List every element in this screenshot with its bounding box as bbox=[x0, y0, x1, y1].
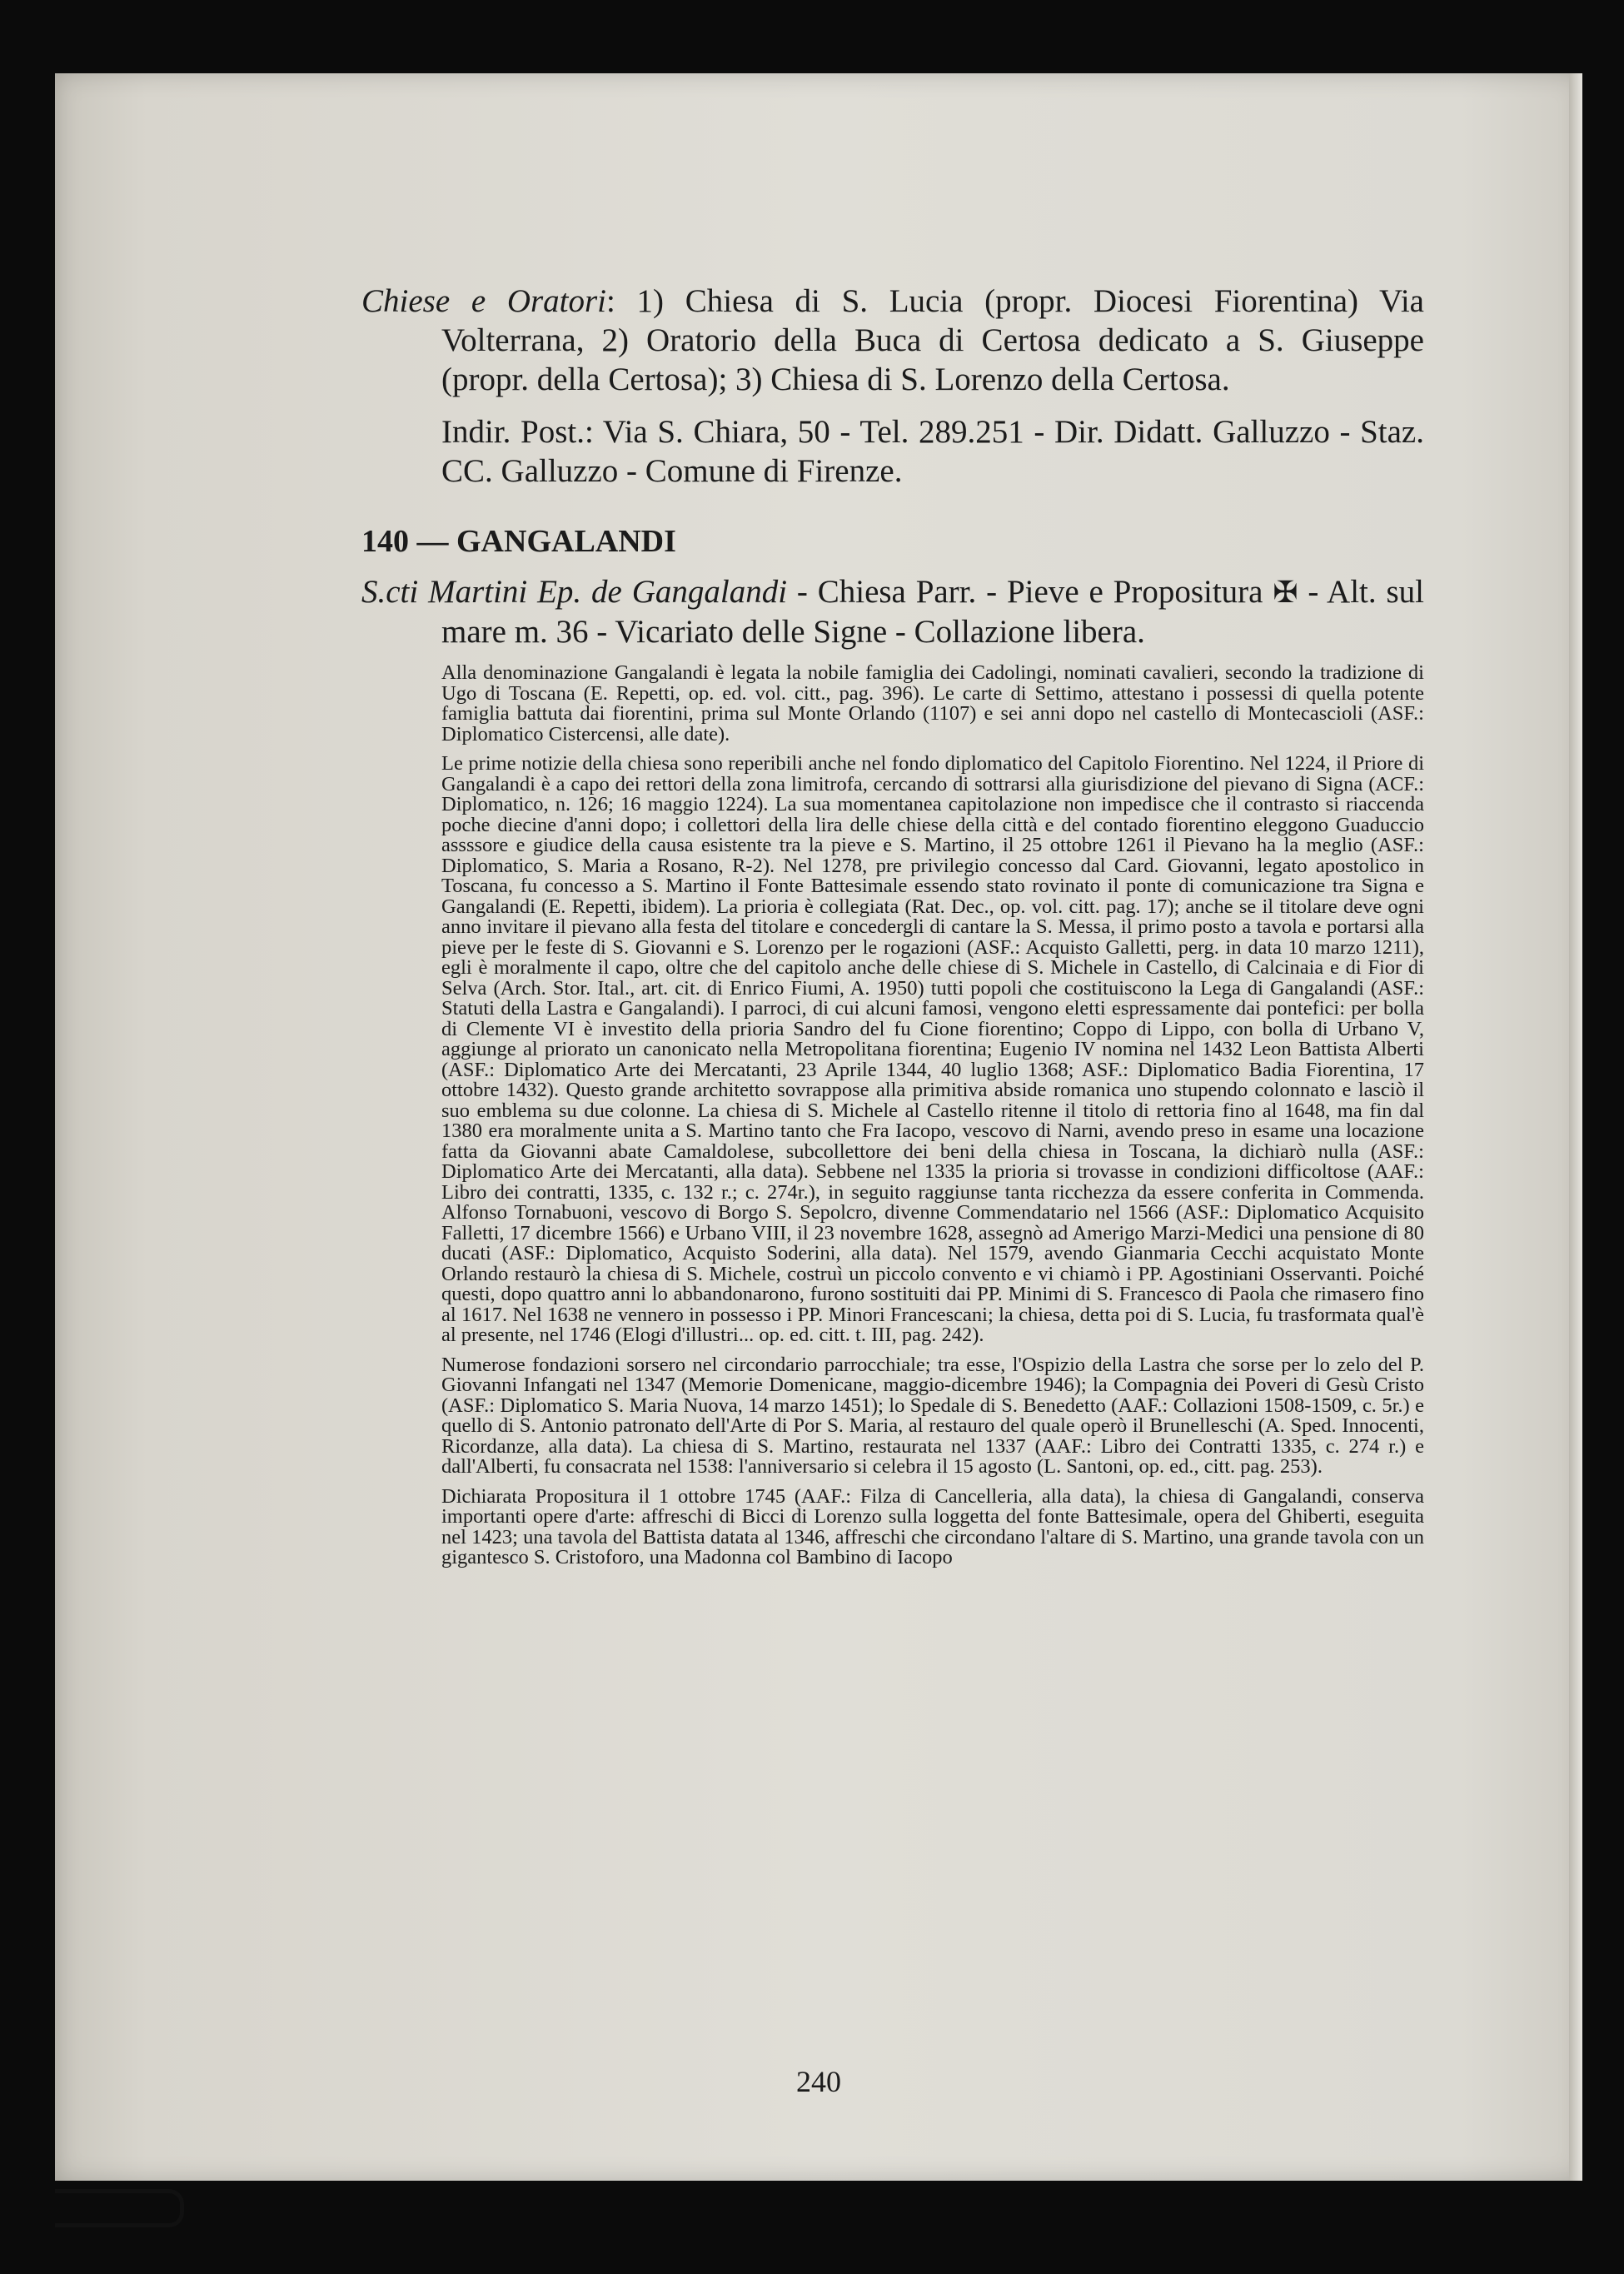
body-paragraph-1: Alla denominazione Gangalandi è legata la nobile famiglia dei Cadolingi, nominati cavalieri, secondo la tradizione di Ugo di Toscana (E. Repetti, op. ed. vol. citt., pag. 396). Le carte di Settimo, attestano i possessi di quella potente famiglia battuta dai fiorentini, prima sul Monte Orlando (1107) e sei anni dopo nel castello di Montecascioli (ASF.: Diplomatico Cistercensi, alle date). bbox=[441, 661, 1424, 746]
entry-title-paragraph bbox=[361, 572, 1424, 651]
page-number: 240 bbox=[796, 2065, 841, 2098]
indirizzo-paragraph: Indir. Post.: Via S. Chiara, 50 - Tel. 289.251 - Dir. Didatt. Galluzzo - Staz. CC. Galluzzo - Comune di Firenze. bbox=[441, 414, 1424, 489]
section-heading: 140 — GANGALANDI bbox=[361, 524, 676, 559]
entry-text: - Chiesa Parr. - Pieve e Propositura bbox=[787, 574, 1263, 610]
entry-title: S.cti Martini Ep. de Gangalandi bbox=[361, 574, 788, 610]
maltese-cross-icon: ✠ bbox=[1273, 576, 1298, 609]
book-page bbox=[55, 73, 1582, 2181]
binding-mark bbox=[55, 2189, 184, 2227]
body-paragraph-4: Dichiarata Propositura il 1 ottobre 1745 (AAF.: Filza di Cancelleria, alla data), la chiesa di Gangalandi, conserva importanti opere d'arte: affreschi di Bicci di Lorenzo sulla loggetta del fonte Battesimale, opera del Ghiberti, eseguita nel 1423; una tavola del Battista datata al 1346, affreschi che circondano l'altare di S. Martino, una grande tavola con un gigantesco S. Cristoforo, una Madonna col Bambino di Iacopo bbox=[441, 1484, 1424, 1568]
body-paragraph-2: Le prime notizie della chiesa sono reperibili anche nel fondo diplomatico del Capitolo Fiorentino. Nel 1224, il Priore di Gangalandi è a capo dei rettori della zona limitrofa, cercando di sottrarsi alla giurisdizione del pievano di Signa (ACF.: Diplomatico, n. 126; 16 maggio 1224). La sua momentanea capitolazione non impedisce che il contrasto si riaccenda poche diecine d'anni dopo; i collettori della lira delle chiese della città e del contado fiorentino eleggono Guaduccio assssore e giudice della causa esistente tra la pieve e S. Martino, il 25 ottobre 1261 il Pievano ha la meglio (ASF.: Diplomatico, S. Maria a Rosano, R-2). Nel 1278, pre privilegio concesso dal Card. Giovanni, legato apostolico in Toscana, fu concesso a S. Martino il Fonte Battesimale essendo stato rovinato il ponte di comunicazione tra Signa e Gangalandi (E. Repetti, ibidem). La prioria è collegiata (Rat. Dec., op. vol. citt. pag. 17); anche se il titolare deve ogni anno invitare il pievano alla festa del titolare e concedergli di cantare la S. Messa, il primo posto a tavola e portarsi alla pieve per le feste di S. Giovanni e S. Lorenzo per le rogazioni (ASF.: Acquisto Galletti, perg. in data 10 marzo 1211), egli è moralmente il capo, oltre che del capitolo anche delle chiese di S. Michele in Castello, di Calcinaia e di Fior di Selva (Arch. Stor. Ital., art. cit. di Enrico Fiumi, A. 1950) tutti popoli che costituiscono la Lega di Gangalandi (ASF.: Statuti della Lastra e Gangalandi). I parroci, di cui alcuni famosi, vengono eletti espressamente dai pontefici: per bolla di Clemente VI è investito della prioria Sandro del fu Cione fiorentino; Coppo di Lippo, con bolla di Urbano V, aggiunge al priorato un canonicato nella Metropolitana fiorentina; Eugenio IV nomina nel 1432 Leon Battista Alberti (ASF.: Diplomatico Arte dei Mercatanti, 23 Aprile 1344, 40 luglio 1368; ASF.: Diplomatico Badia Fiorentina, 17 ottobre 1432). Questo grande architetto sovrappose alla primitiva abside romanica uno stupendo colonnato e lasciò il suo emblema su due colonne. La chiesa di S. Michele al Castello ritenne il titolo di rettoria fino al 1648, ma fin dal 1380 era moralmente unita a S. Martino tanto che Fra Iacopo, vescovo di Narni, avendo preso in esame una locazione fatta da Giovanni abate Camaldolese, subcollettore dei beni della chiesa in Toscana, la dichiarò nulla (ASF.: Diplomatico Arte dei Mercatanti, alla data). Sebbene nel 1335 la prioria si trovasse in condizioni difficoltose (AAF.: Libro dei contratti, 1335, c. 132 r.; c. 274r.), in seguito raggiunse tanta ricchezza da essere conferita in Commenda. Alfonso Tornabuoni, vescovo di Borgo S. Sepolcro, divenne Commendatario nel 1566 (ASF.: Diplomatico Acquisito Falletti, 17 dicembre 1566) e Urbano VIII, il 23 novembre 1628, assegnò ad Amerigo Marzi-Medici una pensione di 80 ducati (ASF.: Diplomatico, Acquisto Soderini, alla data). Nel 1579, avendo Gianmaria Cecchi acquistato Monte Orlando restaurò la chiesa di S. Michele, costruì un piccolo convento e vi chiamò i PP. Agostiniani Osservanti. Poiché questi, dopo quattro anni lo abbandonarono, furono sostituiti dai PP. Minimi di S. Francesco di Paola che rimasero fino al 1617. Nel 1638 ne vennero in possesso i PP. Minori Francescani; la chiesa, detta poi di S. Lucia, fu trasformata qual'è al presente, nel 1746 (Elogi d'illustri... op. ed. citt. t. III, pag. 242). bbox=[441, 752, 1424, 1346]
body-paragraph-3: Numerose fondazioni sorsero nel circondario parrocchiale; tra esse, l'Ospizio della Lastra che sorse per lo zelo del P. Giovanni Infangati nel 1347 (Memorie Domenicane, maggio-dicembre 1946); la Compagnia dei Poveri di Gesù Cristo (ASF.: Diplomatico S. Maria Nuova, 14 marzo 1451); lo Spedale di S. Benedetto (AAF.: Collazioni 1508-1509, c. 5r.) e quello di S. Antonio patronato dell'Arte di Por S. Maria, al restauro del quale operò il Brunelleschi (A. Sped. Innocenti, Ricordanze, alla data). La chiesa di S. Martino, restaurata nel 1337 (AAF.: Libro dei Contratti 1335, c. 274 r.) e dall'Alberti, fu consacrata nel 1538: l'anniversario si celebra il 15 agosto (L. Santoni, op. ed., citt. pag. 253). bbox=[441, 1353, 1424, 1478]
page-edge bbox=[1569, 73, 1582, 2181]
entry-text-2: - Alt. sul mare m. 36 - Vicariato delle Signe - Collazione libera. bbox=[441, 574, 1424, 650]
chiese-label: Chiese e Oratori bbox=[361, 283, 607, 319]
page-content bbox=[361, 282, 1424, 1578]
chiese-oratori-paragraph bbox=[361, 282, 1424, 399]
chiese-text: : 1) Chiesa di S. Lucia (propr. Diocesi Fiorentina) Via Volterrana, 2) Oratorio della Buca di Certosa dedicato a S. Giuseppe (propr. della Certosa); 3) Chiesa di S. Lorenzo della Certosa. bbox=[441, 283, 1424, 397]
